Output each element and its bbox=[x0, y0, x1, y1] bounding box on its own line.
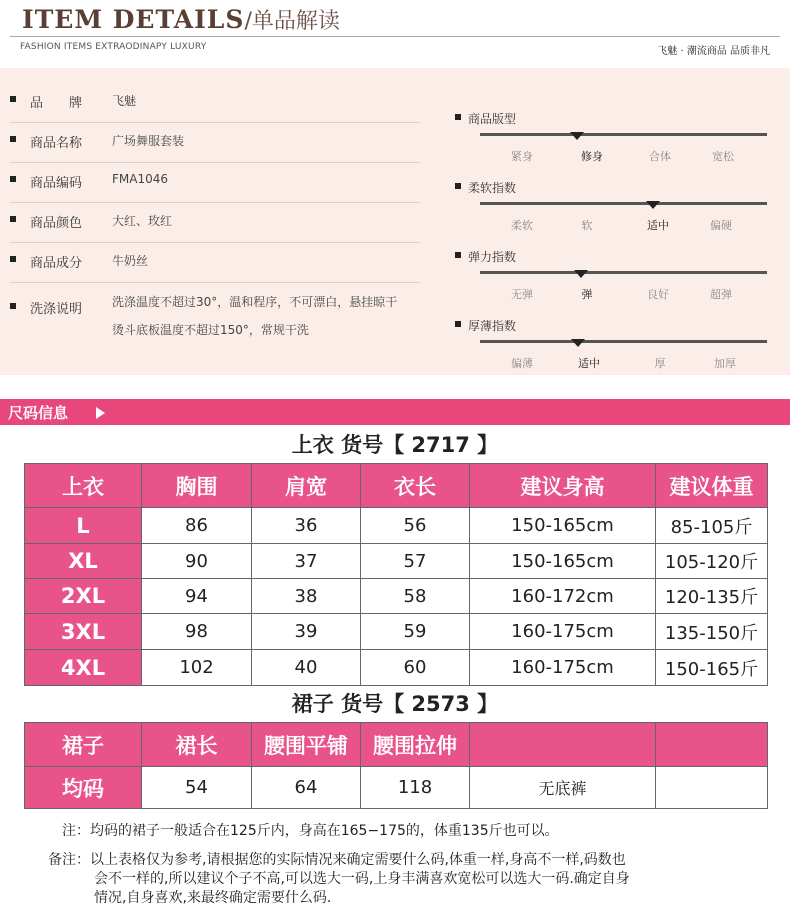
attr-option: 良好 bbox=[647, 288, 669, 301]
table-cell: 39 bbox=[252, 614, 361, 650]
header-divider bbox=[10, 36, 780, 37]
attr-scale-bar bbox=[480, 271, 767, 274]
note-key: 备注： bbox=[48, 852, 90, 868]
attr-option: 偏硬 bbox=[710, 219, 732, 232]
detail-row-material bbox=[10, 243, 420, 283]
size-cell: 3XL bbox=[25, 614, 142, 650]
detail-value: 牛奶丝 bbox=[112, 254, 149, 268]
bullet-icon bbox=[10, 256, 16, 262]
top-size-table bbox=[24, 463, 768, 686]
header-cell: 裙长 bbox=[142, 723, 252, 767]
table-row bbox=[25, 508, 768, 544]
bullet-icon bbox=[455, 321, 461, 327]
header-cell: 腰围拉伸 bbox=[361, 723, 470, 767]
table-cell: 59 bbox=[361, 614, 470, 650]
table-row bbox=[25, 767, 768, 809]
table-cell: 118 bbox=[361, 767, 470, 809]
attr-label: 厚薄指数 bbox=[468, 319, 517, 333]
header-cell: 裙子 bbox=[25, 723, 142, 767]
header-cell: 胸围 bbox=[142, 464, 252, 508]
detail-value: 洗涤温度不超过30°，温和程序，不可漂白，悬挂晾干 bbox=[112, 295, 398, 309]
header-cell: 腰围平铺 bbox=[252, 723, 361, 767]
table-row bbox=[25, 650, 768, 686]
detail-row-name bbox=[10, 123, 420, 163]
table-cell: 105-120斤 bbox=[656, 544, 768, 579]
size-cell: L bbox=[25, 508, 142, 544]
attr-option-selected: 弹 bbox=[581, 288, 593, 301]
detail-value: FMA1046 bbox=[112, 172, 169, 186]
table-cell: 54 bbox=[142, 767, 252, 809]
table-cell: 58 bbox=[361, 579, 470, 614]
attr-option: 柔软 bbox=[511, 219, 533, 232]
table-cell: 160-172cm bbox=[470, 579, 656, 614]
row-divider bbox=[10, 282, 420, 283]
table-cell: 120-135斤 bbox=[656, 579, 768, 614]
header-cell: 衣长 bbox=[361, 464, 470, 508]
attr-scale-bar bbox=[480, 340, 767, 343]
header-cell: 肩宽 bbox=[252, 464, 361, 508]
detail-row-brand bbox=[10, 83, 420, 123]
bullet-icon bbox=[10, 303, 16, 309]
header-subtitle: FASHION ITEMS EXTRAODINAPY LUXURY bbox=[20, 42, 207, 52]
note-text: 会不一样的,所以建议个子不高,可以选大一码,上身丰满喜欢宽松可以选大一码.确定自身 bbox=[94, 871, 630, 887]
attr-label: 柔软指数 bbox=[468, 181, 517, 195]
bullet-icon bbox=[455, 252, 461, 258]
attr-scale-bar bbox=[480, 133, 767, 136]
table-cell: 40 bbox=[252, 650, 361, 686]
detail-label: 洗涤说明 bbox=[30, 302, 83, 317]
table-cell: 102 bbox=[142, 650, 252, 686]
attr-marker-icon bbox=[571, 339, 585, 347]
header-cell bbox=[470, 723, 656, 767]
details-panel bbox=[0, 68, 790, 375]
attr-option: 宽松 bbox=[712, 150, 734, 163]
arrow-right-icon bbox=[96, 407, 105, 419]
detail-label: 商品名称 bbox=[30, 136, 83, 151]
table-header-row bbox=[25, 464, 768, 508]
table-cell bbox=[656, 767, 768, 809]
header-cell: 建议身高 bbox=[470, 464, 656, 508]
detail-label: 品 牌 bbox=[30, 96, 83, 111]
attr-scale-bar bbox=[480, 202, 767, 205]
table-cell: 160-175cm bbox=[470, 614, 656, 650]
bullet-icon bbox=[455, 183, 461, 189]
table-cell: 160-175cm bbox=[470, 650, 656, 686]
table-cell: 37 bbox=[252, 544, 361, 579]
table-cell: 150-165cm bbox=[470, 544, 656, 579]
table-cell: 98 bbox=[142, 614, 252, 650]
detail-value: 广场舞服套装 bbox=[112, 134, 185, 148]
attr-option: 加厚 bbox=[714, 357, 736, 370]
detail-label: 商品编码 bbox=[30, 176, 83, 191]
attr-marker-icon bbox=[570, 132, 584, 140]
attr-option: 超弹 bbox=[710, 288, 732, 301]
attr-label: 商品版型 bbox=[468, 112, 517, 126]
table-row bbox=[25, 544, 768, 579]
table-cell: 85-105斤 bbox=[656, 508, 768, 544]
skirt-table-title: 裙子 货号【 2573 】 bbox=[291, 692, 499, 716]
top-table-title: 上衣 货号【 2717 】 bbox=[291, 433, 499, 457]
bullet-icon bbox=[10, 216, 16, 222]
detail-row-wash bbox=[10, 288, 420, 348]
note-key: 注： bbox=[62, 823, 90, 839]
note-text: 以上表格仅为参考,请根据您的实际情况来确定需要什么码,体重一样,身高不一样,码数也 bbox=[90, 852, 626, 868]
size-info-banner bbox=[0, 399, 790, 425]
attr-option-selected: 适中 bbox=[647, 219, 669, 232]
size-cell: 4XL bbox=[25, 650, 142, 686]
attr-marker-icon bbox=[574, 270, 588, 278]
table-cell: 150-165斤 bbox=[656, 650, 768, 686]
size-cell: 均码 bbox=[25, 767, 142, 809]
table-row bbox=[25, 614, 768, 650]
table-cell: 64 bbox=[252, 767, 361, 809]
table-cell: 150-165cm bbox=[470, 508, 656, 544]
attr-option: 合体 bbox=[649, 150, 671, 163]
table-cell: 60 bbox=[361, 650, 470, 686]
table-header-row bbox=[25, 723, 768, 767]
detail-value-line2: 烫斗底板温度不超过150°，常规干洗 bbox=[112, 323, 309, 337]
detail-row-code bbox=[10, 163, 420, 203]
note-text: 均码的裙子一般适合在125斤内，身高在165−175的，体重135斤也可以。 bbox=[90, 823, 559, 839]
detail-label: 商品成分 bbox=[30, 256, 83, 271]
table-row bbox=[25, 579, 768, 614]
table-cell: 94 bbox=[142, 579, 252, 614]
header-title-cn: /单品解读 bbox=[244, 9, 340, 34]
attr-thickness bbox=[455, 317, 767, 386]
attr-marker-icon bbox=[646, 201, 660, 209]
attr-option-selected: 修身 bbox=[581, 150, 603, 163]
table-cell: 56 bbox=[361, 508, 470, 544]
attr-fit bbox=[455, 110, 767, 179]
detail-label: 商品颜色 bbox=[30, 216, 83, 231]
bullet-icon bbox=[10, 176, 16, 182]
table-cell: 无底裤 bbox=[470, 767, 656, 809]
detail-value: 大红、玫红 bbox=[112, 214, 173, 228]
attr-option: 紧身 bbox=[511, 150, 533, 163]
attr-option: 偏薄 bbox=[511, 357, 533, 370]
size-cell: XL bbox=[25, 544, 142, 579]
detail-value: 飞魅 bbox=[112, 94, 137, 108]
note-remark bbox=[48, 851, 768, 908]
table-cell: 86 bbox=[142, 508, 252, 544]
table-cell: 57 bbox=[361, 544, 470, 579]
bullet-icon bbox=[10, 96, 16, 102]
bullet-icon bbox=[10, 136, 16, 142]
header-cell: 上衣 bbox=[25, 464, 142, 508]
header-title-en: ITEM DETAILS bbox=[22, 5, 245, 34]
header-title bbox=[22, 4, 340, 35]
attr-option-selected: 适中 bbox=[578, 357, 600, 370]
note-size bbox=[62, 822, 559, 841]
table-cell: 38 bbox=[252, 579, 361, 614]
size-cell: 2XL bbox=[25, 579, 142, 614]
page-header bbox=[0, 0, 790, 60]
header-cell: 建议体重 bbox=[656, 464, 768, 508]
table-cell: 90 bbox=[142, 544, 252, 579]
detail-row-color bbox=[10, 203, 420, 243]
attr-label: 弹力指数 bbox=[468, 250, 517, 264]
note-text: 情况,自身喜欢,来最终确定需要什么码. bbox=[94, 890, 332, 906]
bullet-icon bbox=[455, 114, 461, 120]
table-cell: 135-150斤 bbox=[656, 614, 768, 650]
header-tagline: 飞魅 · 潮流商品 品质非凡 bbox=[657, 46, 770, 57]
attr-option: 无弹 bbox=[511, 288, 533, 301]
size-info-label: 尺码信息 bbox=[8, 404, 69, 422]
skirt-size-table bbox=[24, 722, 768, 809]
table-cell: 36 bbox=[252, 508, 361, 544]
attr-softness bbox=[455, 179, 767, 248]
attr-option: 软 bbox=[581, 219, 593, 232]
header-cell bbox=[656, 723, 768, 767]
attr-option: 厚 bbox=[654, 357, 666, 370]
attr-elasticity bbox=[455, 248, 767, 317]
